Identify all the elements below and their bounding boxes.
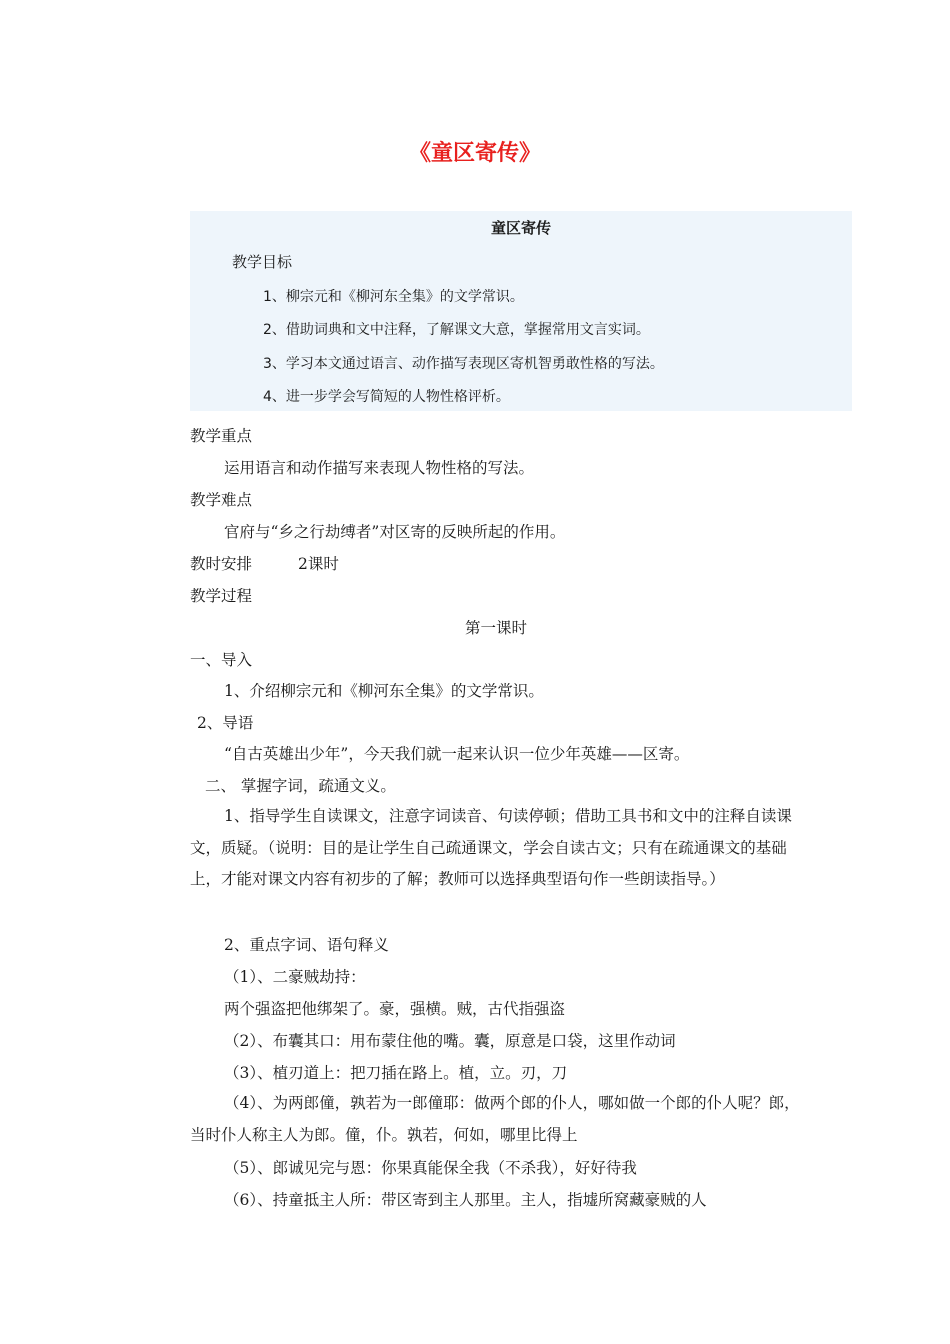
goal-item: 4、进一步学会写简短的人物性格评析。 xyxy=(263,389,510,405)
list-item: 2、重点字词、语句释义 xyxy=(224,936,389,954)
paragraph: 1、指导学生自读课文，注意字词读音、句读停顿；借助工具书和文中的注释自读课文，质疑。（说明：目的是让学生自己疏通课文，学会自读古文；只有在疏通课文的基础上，才能对课文内容有初步的了解；教师可以选择典型语句作一些朗读指导。） xyxy=(190,807,792,888)
document-title: 《童区寄传》 xyxy=(408,141,541,166)
key-points-text: 运用语言和动作描写来表现人物性格的写法。 xyxy=(224,459,535,477)
goal-item: 3、学习本文通过语言、动作描写表现区寄机智勇敢性格的写法。 xyxy=(263,356,664,372)
difficult-points-heading: 教学难点 xyxy=(190,491,253,509)
box-title: 童区寄传 xyxy=(490,219,551,237)
process-heading: 教学过程 xyxy=(190,587,253,605)
lesson-title: 第一课时 xyxy=(465,619,528,637)
quote-text: “自古英雄出少年”，今天我们就一起来认识一位少年英雄——区寄。 xyxy=(224,745,690,763)
note-item: （1）、二豪贼劫持： xyxy=(224,968,366,986)
note-item: （3）、植刃道上：把刀插在路上。植，立。刃，刀 xyxy=(224,1064,568,1082)
note-item: （2）、布囊其口：用布蒙住他的嘴。囊，原意是口袋，这里作动词 xyxy=(224,1032,676,1050)
teaching-goals-box xyxy=(190,211,852,411)
note-item: （5）、郎诚见完与恩：你果真能保全我（不杀我），好好待我 xyxy=(224,1159,637,1177)
key-points-heading: 教学重点 xyxy=(190,427,253,445)
schedule-value: 2课时 xyxy=(298,555,339,573)
difficult-points-text: 官府与“乡之行劫缚者”对区寄的反映所起的作用。 xyxy=(224,523,566,541)
list-item: 2、导语 xyxy=(197,714,254,732)
section-heading: 一、导入 xyxy=(190,651,253,669)
goal-item: 2、借助词典和文中注释，了解课文大意，掌握常用文言实词。 xyxy=(263,322,650,338)
goal-item: 1、柳宗元和《柳河东全集》的文学常识。 xyxy=(263,289,524,305)
list-item: 1、介绍柳宗元和《柳河东全集》的文学常识。 xyxy=(224,682,544,700)
note-explanation: 两个强盗把他绑架了。豪，强横。贼，古代指强盗 xyxy=(224,1000,566,1018)
note-item: （6）、持童抵主人所：带区寄到主人那里。主人，指墟所窝藏豪贼的人 xyxy=(224,1191,707,1209)
schedule-label: 教时安排 xyxy=(190,555,253,573)
section-heading: 二、 掌握字词，疏通文义。 xyxy=(205,777,396,795)
note-item: （4）、为两郎僮，孰若为一郎僮耶：做两个郎的仆人，哪如做一个郎的仆人呢？郎，当时仆人称主人为郎。僮，仆。孰若，何如，哪里比得上 xyxy=(190,1094,800,1144)
box-subtitle: 教学目标 xyxy=(232,253,293,271)
